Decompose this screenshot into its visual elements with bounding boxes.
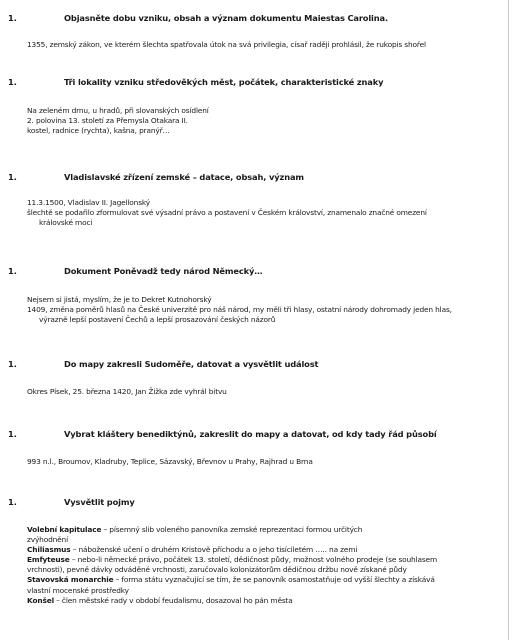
answer-line: 2. polovina 13. století za Přemysla Otakara II. — [27, 116, 188, 126]
answer-line: šlechtě se podařilo zformulovat své výsadní právo a postavení v Českém království, znamenalo značné omezení — [27, 208, 427, 218]
term-name: Chiliasmus — [27, 545, 71, 555]
question-number: 1. — [8, 77, 17, 87]
answer-line: Nejsem si jistá, myslím, že je to Dekret Kutnohorský — [27, 295, 212, 304]
answer-block — [27, 198, 502, 228]
term-name: Stavovská monarchie — [27, 575, 114, 585]
terms-block — [27, 525, 502, 606]
term-entry — [27, 575, 502, 585]
question-number: 1. — [8, 429, 17, 439]
term-name: Volební kapitulace — [27, 525, 102, 534]
term-definition-continued: vlastní mocenské prostředky — [27, 585, 129, 595]
answer-block — [27, 40, 502, 50]
answer-line: královské moci — [39, 218, 93, 228]
term-definition: – člen městské rady v období feudalismu, dosazoval ho pán města — [53, 595, 293, 605]
term-name: Konšel — [27, 595, 54, 605]
answer-line: 11.3.1500, Vladislav II. Jagellonský — [27, 198, 151, 207]
answer-block — [27, 295, 502, 325]
answer-line: výrazně lepší postavení Čechů a lepší prosazování českých názorů — [39, 315, 276, 325]
answer-line: Na zeleném drnu, u hradů, při slovanských osídlení — [27, 106, 209, 115]
question-number: 1. — [8, 497, 17, 507]
term-definition: – nebo-li německé právo, počátek 13. století, dědičnost půdy, možnost volného prodeje (se souhlasem — [69, 555, 438, 565]
answer-line: Okres Písek, 25. března 1420, Jan Žižka zde vyhrál bitvu — [27, 387, 227, 396]
term-definition-continued: zvýhodnění — [27, 535, 68, 545]
question-title: Vybrat kláštery benediktýnů, zakreslit do mapy a datovat, od kdy tady řád působí — [64, 429, 437, 439]
question-title: Dokument Poněvadž tedy národ Německý… — [64, 266, 263, 276]
term-definition: – písemný slib voleného panovníka zemské reprezentaci formou určitých — [101, 525, 363, 534]
answer-block — [27, 387, 502, 397]
question-title: Tři lokality vzniku středověkých měst, počátek, charakteristické znaky — [64, 77, 384, 87]
term-entry — [27, 555, 502, 565]
question-title: Objasněte dobu vzniku, obsah a význam dokumentu Maiestas Carolina. — [64, 13, 388, 23]
term-definition: – náboženské učení o druhém Kristově příchodu a o jeho tisíciletém ….. na zemi — [70, 545, 358, 555]
question-title: Vladislavské zřízení zemské – datace, obsah, význam — [64, 172, 304, 182]
term-name: Emfyteuse — [27, 555, 70, 565]
term-entry — [27, 525, 502, 535]
answer-line: 1409, změna poměrů hlasů na České univerzitě pro náš národ, my měli tři hlasy, ostatní národy dohromady jeden hlas, — [27, 305, 452, 315]
question-number: 1. — [8, 13, 17, 23]
answer-block — [27, 106, 502, 136]
question-number: 1. — [8, 172, 17, 182]
answer-block — [27, 457, 502, 467]
term-entry — [27, 545, 502, 555]
term-definition-continued: vrchnosti), pevně dávky odváděné vrchnosti, zaručovalo kolonizátorům dědičnou držbu nově získané půdy — [27, 565, 407, 575]
term-entry — [27, 596, 502, 606]
question-title: Do mapy zakresli Sudoměře, datovat a vysvětlit událost — [64, 359, 319, 369]
answer-line: kostel, radnice (rychta), kašna, pranýř… — [27, 126, 170, 136]
answer-line: 1355, zemský zákon, ve kterém šlechta spatřovala útok na svá privilegia, císař raději prohlásil, že rukopis shořel — [27, 40, 426, 49]
question-title: Vysvětlit pojmy — [64, 497, 135, 507]
question-number: 1. — [8, 266, 17, 276]
term-definition: – forma státu vyznačující se tím, že se panovník osamostatňuje od vyšší šlechty a získává — [113, 575, 435, 585]
answer-line: 993 n.l., Broumov, Kladruby, Teplice, Sázavský, Břevnov u Prahy, Rajhrad u Brna — [27, 457, 313, 466]
question-number: 1. — [8, 359, 17, 369]
